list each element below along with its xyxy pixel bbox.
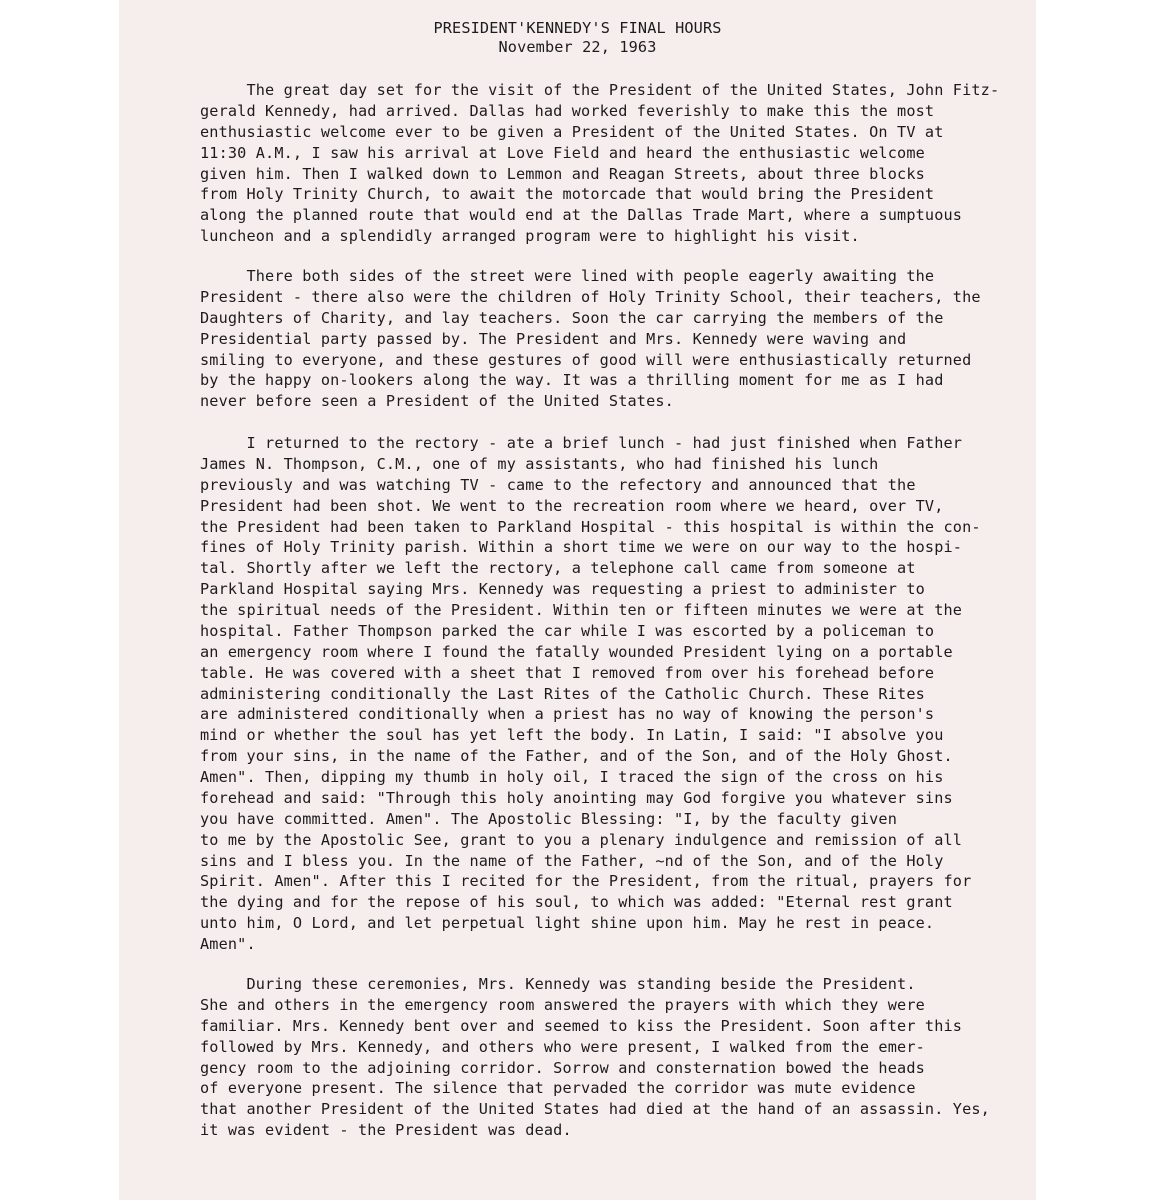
document-title: PRESIDENT'KENNEDY'S FINAL HOURS [433, 19, 722, 37]
paragraph-last-rites: I returned to the rectory - ate a brief lunch - had just finished when Father James N. Thompson, C.M., one of my assistants, who had finished his lunch previously and was watching TV - came to the refectory and announced that the President had been shot. We went to the recreation room where we heard, over TV, the President had been taken to Parkland Hospital - this hospital is within the con- fines of Holy Trinity parish. Within a short time we were on our way to the hospi- tal. Shortly after we left the rectory, a telephone call came from someone at Parkland Hospital saying Mrs. Kennedy was requesting a priest to administer to the spiritual needs of the President. Within ten or fifteen minutes we were at the hospital. Father Thompson parked the car while I was escorted by a policeman to an emergency room where I found the fatally wounded President lying on a portable table. He was covered with a sheet that I removed from over his forehead before administering conditionally the Last Rites of the Catholic Church. These Rites are administered conditionally when a priest has no way of knowing the person's mind or whether the soul has yet left the body. In Latin, I said: "I absolve you from your sins, in the name of the Father, and of the Son, and of the Holy Ghost. Amen". Then, dipping my thumb in holy oil, I traced the sign of the cross on his forehead and said: "Through this holy anointing may God forgive you whatever sins you have committed. Amen". The Apostolic Blessing: "I, by the faculty given to me by the Apostolic See, grant to you a plenary indulgence and remission of all sins and I bless you. In the name of the Father, ~nd of the Son, and of the Holy Spirit. Amen". After this I recited for the President, from the ritual, prayers for the dying and for the repose of his soul, to which was added: "Eternal rest grant unto him, O Lord, and let perpetual light shine upon him. May he rest in peace. Amen". [200, 434, 981, 953]
paragraph-arrival: The great day set for the visit of the President of the United States, John Fitz- gerald Kennedy, had arrived. Dallas had worked feverishly to make this the most enthusiastic welcome ever to be given a President of the United States. On TV at 11:30 A.M., I saw his arrival at Love Field and heard the enthusiastic welcome given him. Then I walked down to Lemmon and Reagan Streets, about three blocks from Holy Trinity Church, to await the motorcade that would bring the President along the planned route that would end at the Dallas Trade Mart, where a sumptuous luncheon and a splendidly arranged program were to highlight his visit. [200, 81, 1000, 246]
paragraph-aftermath: During these ceremonies, Mrs. Kennedy was standing beside the President. She and others in the emergency room answered the prayers with which they were familiar. Mrs. Kennedy bent over and seemed to kiss the President. Soon after this followed by Mrs. Kennedy, and others who were present, I walked from the emer- gency room to the adjoining corridor. Sorrow and consternation bowed the heads of everyone present. The silence that pervaded the corridor was mute evidence that another President of the United States had died at the hand of an assassin. Yes, it was evident - the President was dead. [200, 975, 990, 1140]
paragraph-motorcade: There both sides of the street were lined with people eagerly awaiting the President - there also were the children of Holy Trinity School, their teachers, the Daughters of Charity, and lay teachers. Soon the car carrying the members of the Presidential party passed by. The President and Mrs. Kennedy were waving and smiling to everyone, and these gestures of good will were enthusiastically returned by the happy on-lookers along the way. It was a thrilling moment for me as I had never before seen a President of the United States. [200, 267, 981, 411]
typed-document-page [119, 0, 1036, 1200]
document-date: November 22, 1963 [498, 38, 657, 56]
